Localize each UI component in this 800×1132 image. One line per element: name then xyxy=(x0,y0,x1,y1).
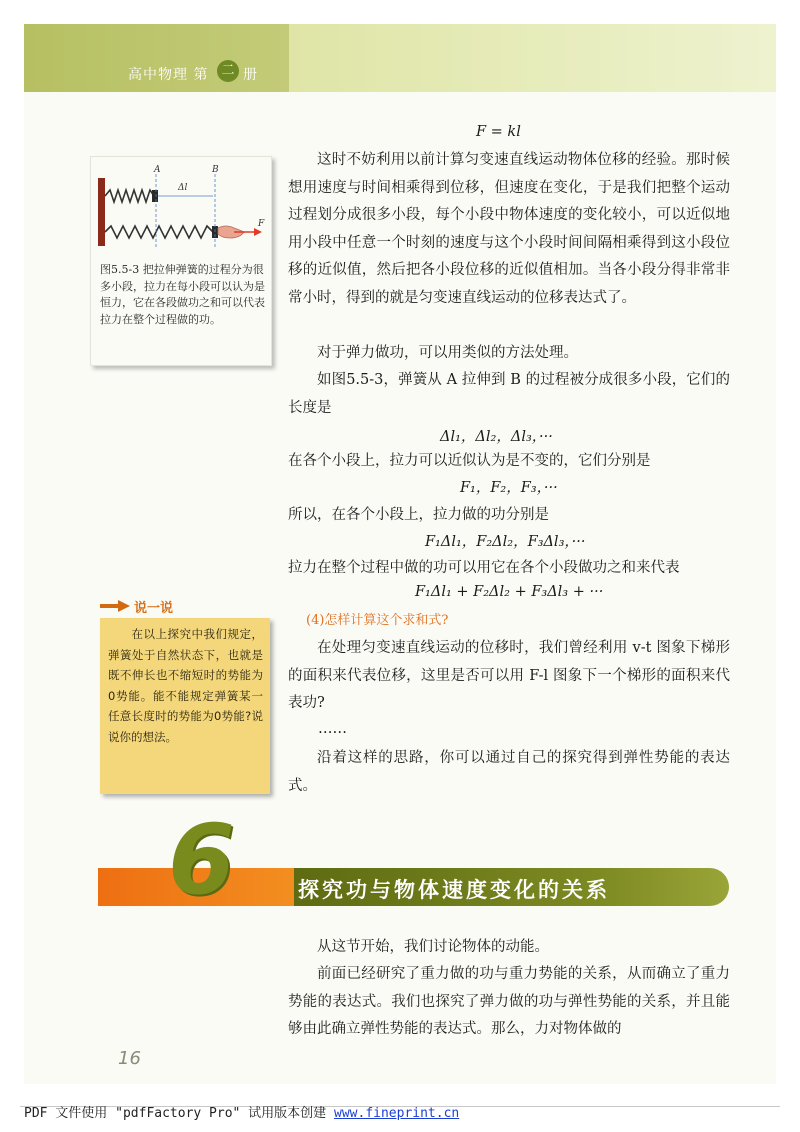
spring-natural xyxy=(105,190,154,202)
label-a: A xyxy=(154,165,161,175)
formula-delta-l: Δl₁，Δl₂，Δl₃，··· xyxy=(440,429,553,445)
line-constant-force: 在各个小段上，拉力可以近似认为是不变的，它们分别是 xyxy=(288,453,651,469)
spring-stretched xyxy=(105,226,213,238)
arrow-icon xyxy=(100,600,130,612)
section-title: 探究功与物体速度变化的关系 xyxy=(298,878,610,902)
formula-f-kl: F = kl xyxy=(476,124,521,140)
section-number: 6 xyxy=(168,804,235,916)
section-paragraph-intro: 从这节开始，我们讨论物体的动能。 xyxy=(317,939,549,955)
spring-diagram xyxy=(92,160,268,256)
formula-work-list: F₁Δl₁，F₂Δl₂，F₃Δl₃，··· xyxy=(425,534,586,550)
question-4: (4)怎样计算这个求和式? xyxy=(306,613,449,628)
figure-caption: 图5.5-3 把拉伸弹簧的过程分为很多小段，拉力在每小段可以认为是恒力，它在各段做功之和可以代表拉力在整个过程做的功。 xyxy=(100,263,265,326)
formula-work-sum: F₁Δl₁ + F₂Δl₂ + F₃Δl₃ + ··· xyxy=(415,584,604,600)
footer-notice xyxy=(24,1102,459,1121)
paragraph-figure-ref: 如图5.5-3，弹簧从 A 拉伸到 B 的过程被分成很多小段，它们的长度是 xyxy=(288,372,730,416)
force-arrowhead xyxy=(254,228,262,236)
paragraph-elastic-work: 对于弹力做功，可以用类似的方法处理。 xyxy=(317,345,578,361)
wall-bar xyxy=(98,178,105,246)
volume-suffix: 册 xyxy=(243,67,257,83)
footer-link[interactable]: www.fineprint.cn xyxy=(334,1106,460,1121)
paragraph-area-method: 在处理匀变速直线运动的位移时，我们曾经利用 v-t 图象下梯形的面积来代表位移，这里是否可以用 F-l 图象下一个梯形的面积来代表功? xyxy=(288,640,730,711)
line-work-segments: 所以，在各个小段上，拉力做的功分别是 xyxy=(288,507,549,523)
label-b: B xyxy=(212,165,219,175)
page-number: 16 xyxy=(118,1048,141,1069)
paragraph-conclusion: 沿着这样的思路，你可以通过自己的探究得到弹性势能的表达式。 xyxy=(288,750,730,794)
line-total-work: 拉力在整个过程中做的功可以用它在各个小段做功之和来代表 xyxy=(288,560,680,576)
sidebar-text: 在以上探究中我们规定，弹簧处于自然状态下，也就是既不伸长也不缩短时的势能为0势能。能不能规定弹簧某一任意长度时的势能为0势能?说说你的想法。 xyxy=(108,627,263,744)
label-delta-l: Δl xyxy=(178,183,188,193)
ellipsis: …… xyxy=(318,721,347,737)
paragraph-displacement: 这时不妨利用以前计算匀变速直线运动物体位移的经验。那时候想用速度与时间相乘得到位移，但速度在变化，于是我们把整个运动过程划分成很多小段，每个小段中物体速度的变化较小，可以近似地用小段中任意一个时刻的速度与这个小段时间间隔相乘得到这小段位移的近似值，然后把各小段位移的近似值相加。当各小段分得非常非常小时，得到的就是匀变速直线运动的位移表达式了。 xyxy=(288,152,730,306)
footer-text: PDF 文件使用 "pdfFactory Pro" 试用版本创建 xyxy=(24,1106,335,1121)
spring-end-a xyxy=(152,190,158,202)
sidebar-heading: 说一说 xyxy=(134,601,174,616)
volume-badge: 二 xyxy=(217,60,239,82)
label-f: F xyxy=(258,219,265,229)
section-paragraph-body: 前面已经研究了重力做的功与重力势能的关系，从而确立了重力势能的表达式。我们也探究了弹力做的功与弹性势能的关系，并且能够由此确立弹性势能的表达式。那么，力对物体做的 xyxy=(288,966,730,1037)
book-title: 高中物理 第 xyxy=(128,67,209,83)
formula-forces: F₁，F₂，F₃，··· xyxy=(460,480,558,496)
